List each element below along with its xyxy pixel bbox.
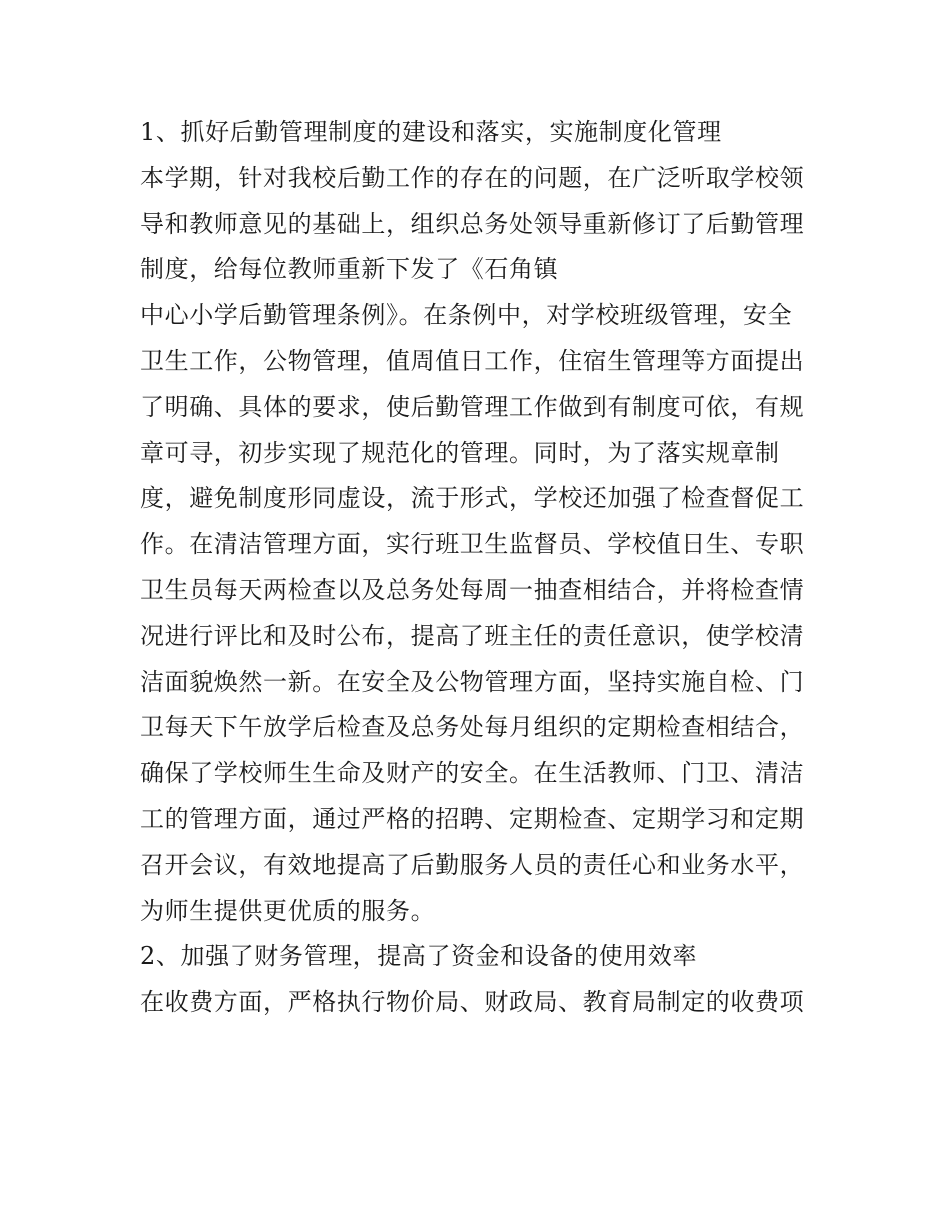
- paragraph-line: 为师生提供更优质的服务。: [140, 896, 436, 925]
- paragraph-line: 章可寻，初步实现了规范化的管理。同时，为了落实规章制: [140, 438, 780, 467]
- paragraph-line: 了明确、具体的要求，使后勤管理工作做到有制度可依，有规: [140, 392, 805, 421]
- paragraph-line: 导和教师意见的基础上，组织总务处领导重新修订了后勤管理: [140, 209, 805, 238]
- paragraph-line: 确保了学校师生生命及财产的安全。在生活教师、门卫、清洁: [140, 759, 805, 788]
- document-body: [140, 110, 820, 1026]
- paragraph-line: 中心小学后勤管理条例》。在条例中，对学校班级管理，安全: [140, 301, 793, 330]
- paragraph-line: 卫每天下午放学后检查及总务处每月组织的定期检查相结合，: [140, 713, 805, 742]
- paragraph-line: 洁面貌焕然一新。在安全及公物管理方面，坚持实施自检、门: [140, 667, 805, 696]
- paragraph-line: 召开会议，有效地提高了后勤服务人员的责任心和业务水平，: [140, 850, 805, 879]
- paragraph-line: 卫生工作，公物管理，值周值日工作，住宿生管理等方面提出: [140, 346, 805, 375]
- paragraph-line: 制度，给每位教师重新下发了《石角镇: [140, 255, 559, 284]
- paragraph-line: 工的管理方面，通过严格的招聘、定期检查、定期学习和定期: [140, 804, 805, 833]
- paragraph-line: 况进行评比和及时公布，提高了班主任的责任意识，使学校清: [140, 621, 805, 650]
- paragraph-line: 卫生员每天两检查以及总务处每周一抽查相结合，并将检查情: [140, 575, 805, 604]
- paragraph-line: 度，避免制度形同虚设，流于形式，学校还加强了检查督促工: [140, 484, 805, 513]
- paragraph-line: 作。在清洁管理方面，实行班卫生监督员、学校值日生、专职: [140, 530, 805, 559]
- section-heading-2: 2、加强了财务管理，提高了资金和设备的使用效率: [140, 942, 698, 971]
- paragraph-line: 本学期，针对我校后勤工作的存在的问题，在广泛听取学校领: [140, 163, 805, 192]
- section-heading-1: 1、抓好后勤管理制度的建设和落实，实施制度化管理: [140, 118, 722, 146]
- paragraph-line: 在收费方面，严格执行物价局、财政局、教育局制定的收费项: [140, 988, 805, 1017]
